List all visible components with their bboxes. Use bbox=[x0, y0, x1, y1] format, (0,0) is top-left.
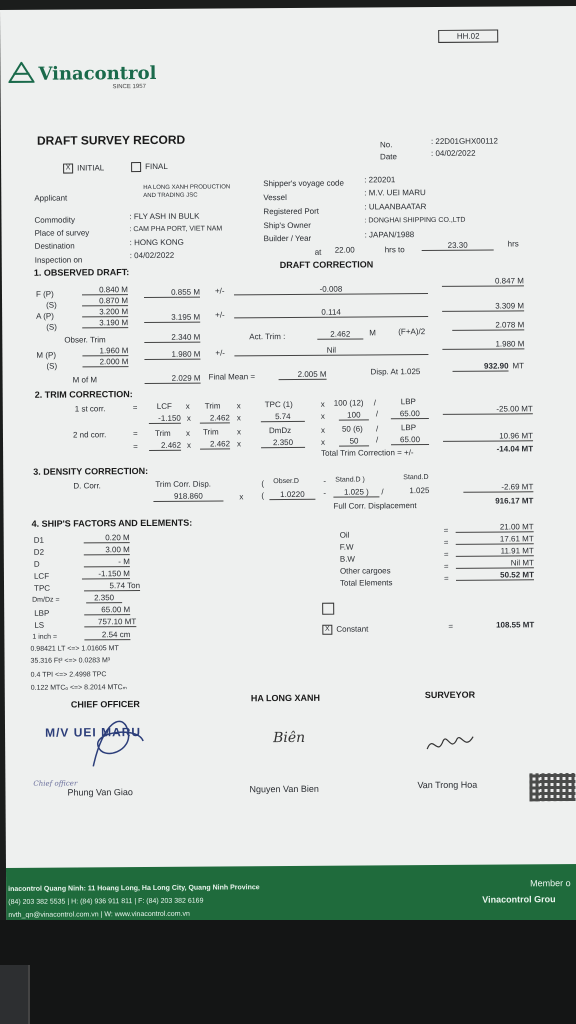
factor-lbp-value: 65.00 M bbox=[84, 605, 130, 615]
first-corr-result: -25.00 MT bbox=[443, 404, 533, 415]
draft-correction-title: DRAFT CORRECTION bbox=[279, 259, 374, 271]
aft-mean: 3.195 M bbox=[144, 313, 200, 323]
disp-label: Disp. At 1.025 bbox=[370, 367, 421, 377]
date-label: Date bbox=[380, 152, 397, 162]
draft-as-label: (S) bbox=[46, 322, 57, 332]
factor-inch-label: 1 inch = bbox=[32, 633, 58, 641]
conversion-line: 0.4 TPI <=> 2.4998 TPC bbox=[30, 671, 107, 679]
footer-email: nvth_qn@vinacontrol.com.vn | W: www.vinacontrol.com.vn bbox=[8, 910, 190, 919]
h2-trim2: Trim bbox=[202, 427, 219, 437]
v-lcf: -1.150 bbox=[149, 414, 181, 424]
footer-phone: (84) 203 382 5535 | H: (84) 936 911 811 | F: (84) 203 382 6169 bbox=[8, 897, 204, 906]
h2-lbp: LBP bbox=[400, 423, 417, 433]
final-mean-label: Final Mean = bbox=[208, 372, 256, 382]
h2-trim1: Trim bbox=[154, 428, 171, 438]
stand-d-value: 1.025 ) bbox=[333, 487, 379, 497]
brand-logo bbox=[8, 62, 34, 89]
constant-option bbox=[322, 624, 368, 634]
blank-checkbox bbox=[322, 603, 334, 615]
mid-mean: 1.980 M bbox=[144, 350, 200, 360]
at-value: 22.00 bbox=[334, 245, 355, 255]
constant-label: Constant bbox=[336, 624, 369, 634]
trim-section-title: 2. TRIM CORRECTION: bbox=[34, 389, 133, 400]
element-total-value: 50.52 MT bbox=[456, 570, 534, 581]
v-tpc: 5.74 bbox=[261, 412, 305, 422]
surveyor-signature-scribble bbox=[425, 729, 475, 759]
voyage-label: Shipper's voyage code bbox=[263, 178, 344, 189]
factor-d2-value: 3.00 M bbox=[84, 545, 130, 555]
port-label: Registered Port bbox=[263, 206, 320, 217]
survey-document: HH.02 Vinacontrol SINCE 1957 DRAFT SURVEY RECORD No. : 22D01GHX00112 Date : 04/02/2022 X INITIAL FINAL Applicant HA LONG XANH PRODUCTION AND TRADING JSC Commodity : FLY ASH IN BULK Place of survey : CAM PHA PORT, VIET NAM Destination : HONG KONG Inspection on : 04/02/2022 Shipper's voyage code : 220201 Vessel : M.V. UEI MARU Registered Port : ULAANBAATAR Ship's Owner : DONGHAI SHIPPING CO.,LTD Builder / Year : JAPAN/1988 at 22.00 hrs to 23.30 hrs 1. OBSERVED DRAFT: DRAFT CORRECTION F (P) 0.840 M (S) 0.870 M A (P) 3.200 M (S) 3.190 M 0.855 M +/- -0.008 0.847 M 3.195 M +/- 0.114 3.309 M Obser. Trim 2.340 M Act. Trim : 2.462 M (F+A)/2 2.078 M M (P) 1.960 M (S) 2.000 M 1.980 M +/- Nil 1.980 M M of M 2.029 M Final Mean = 2.005 M Disp. At 1.025 932.90 MT 2. TRIM CORRECTION: 1 st corr. = LCF x Trim x TPC (1) x 100 (12) / LBP -1.150 x 2.462 x 5.74 x 100 / 65.00 -25.00 MT 2 nd corr. = Trim x Trim x DmDz x 50 (6) / LBP = 2.462 x 2.462 x 2.350 x 50 / 65.00 10.96 MT Total Trim Correction = +/- -14.04 MT 3. DENSITY CORRECTION: D. Corr. Trim Corr. Disp. 918.860 x ( ( Obser.D 1.0220 - - Stand.D ) 1.025 ) / Stand.D 1.025 -2.69 MT Full Corr. Displacement 916.17 MT 4. SHIP'S FACTORS AND ELEMENTS: D1 0.20 M D2 3.00 M D - M LCF -1.150 M TPC 5.74 Ton Dm/Dz = 2.350 LBP 65.00 M LS 757.10 MT 1 inch = 2.54 cm 0.98421 LT <=> 1.01605 MT 35.316 Ft³ <=> 0.0283 M³ 0.4 TPI <=> 2.4998 TPC 0.122 MTCₒ <=> 8.2014 MTCₘ Oil = 21.00 MT F.W = 17.61 MT B.W = 11.91 MT Other cargoes = Nil MT Total Elements = 50.52 MT X Constant = 108.55 MT CHIEF OFFICER HA LONG XANH SURVEYOR M/V UEI MARU Chief officer Phung Van Giao Biên Nguyen Van Bien Van Trong Hoa inacontrol Quang Ninh: 11 Hoang Long, Ha Long City, Quang Ninh Province (84) 203 382 5535 | H: (84) 936 911 811 | F: (84) 203 382 6169 nvth_qn@vinacontrol.com.vn | W: www.vinacontrol.com.vn Member o Vinacontrol Grou bbox=[0, 6, 576, 970]
conversion-line: 0.98421 LT <=> 1.01605 MT bbox=[30, 645, 119, 653]
forward-correction: -0.008 bbox=[234, 284, 428, 295]
vessel-label: Vessel bbox=[263, 193, 287, 203]
draft-ap-label: A (P) bbox=[36, 311, 54, 321]
vessel-value: : M.V. UEI MARU bbox=[364, 188, 426, 198]
chief-signature-scribble bbox=[83, 711, 153, 771]
qr-code bbox=[529, 773, 575, 801]
element-other-label: Other cargoes bbox=[339, 566, 391, 576]
mofm-value: 2.029 M bbox=[145, 374, 201, 384]
density-result: -2.69 MT bbox=[463, 482, 533, 492]
stand-d-label: Stand.D ) bbox=[335, 476, 365, 484]
place-value: : CAM PHA PORT, VIET NAM bbox=[129, 225, 223, 234]
element-fw-value: 17.61 MT bbox=[456, 534, 534, 545]
final-mean-value: 2.005 M bbox=[279, 370, 327, 380]
final-label: FINAL bbox=[145, 161, 168, 172]
port-value: : ULAANBAATAR bbox=[364, 202, 427, 212]
ha-long-name: Nguyen Van Bien bbox=[249, 783, 319, 795]
initial-label: INITIAL bbox=[77, 163, 105, 173]
hrs-to-label: hrs to bbox=[384, 245, 405, 255]
h-100: 100 (12) bbox=[333, 398, 364, 408]
initial-checkbox: X bbox=[63, 163, 73, 173]
h-lbp: LBP bbox=[400, 397, 416, 407]
aft-correction: 0.114 bbox=[234, 307, 428, 318]
mid-result: 1.980 M bbox=[442, 339, 524, 350]
element-fw-label: F.W bbox=[339, 542, 354, 552]
element-total-label: Total Elements bbox=[339, 578, 393, 588]
draft-fp-value: 0.840 M bbox=[82, 285, 128, 295]
final-option bbox=[131, 162, 168, 172]
place-label: Place of survey bbox=[34, 228, 90, 238]
disp-unit: MT bbox=[512, 361, 525, 371]
factors-section-title: 4. SHIP'S FACTORS AND ELEMENTS: bbox=[31, 517, 193, 529]
trim-corr-disp-label: Trim Corr. Disp. bbox=[155, 479, 212, 489]
h-tpc: TPC (1) bbox=[264, 399, 293, 410]
voyage-value: : 220201 bbox=[364, 175, 396, 185]
ha-long-label: HA LONG XANH bbox=[250, 692, 321, 704]
factor-lbp-label: LBP bbox=[34, 608, 50, 618]
final-checkbox bbox=[131, 162, 141, 172]
mid-p-label: M (P) bbox=[36, 350, 57, 360]
factor-dmdz-label: Dm/Dz = bbox=[32, 596, 60, 604]
forward-pm: +/- bbox=[214, 286, 225, 296]
wristwatch bbox=[0, 965, 30, 1024]
element-oil-value: 21.00 MT bbox=[456, 522, 534, 533]
factor-inch-value: 2.54 cm bbox=[84, 630, 130, 640]
brand-since: SINCE 1957 bbox=[112, 83, 146, 91]
footer-address: inacontrol Quang Ninh: 11 Hoang Long, Ha Long City, Quang Ninh Province bbox=[8, 884, 260, 893]
h-trim: Trim bbox=[204, 401, 221, 411]
surveyor-name: Van Trong Hoa bbox=[417, 779, 478, 791]
v-100: 100 bbox=[339, 410, 369, 420]
v2-lbp: 65.00 bbox=[391, 435, 429, 445]
commodity-value: : FLY ASH IN BULK bbox=[129, 211, 200, 222]
second-corr-result: 10.96 MT bbox=[443, 431, 533, 442]
conversion-line: 35.316 Ft³ <=> 0.0283 M³ bbox=[30, 657, 111, 665]
total-trim-value: -14.04 MT bbox=[496, 444, 534, 454]
factor-d1-label: D1 bbox=[33, 535, 44, 545]
factor-lcf-label: LCF bbox=[33, 571, 50, 581]
footer-member: Member o bbox=[530, 878, 571, 889]
ha-long-signature: Biên bbox=[273, 729, 306, 747]
draft-fs-value: 0.870 M bbox=[82, 296, 128, 306]
destination-label: Destination bbox=[34, 241, 75, 251]
factor-d2-label: D2 bbox=[33, 547, 45, 557]
stand2-label: Stand.D bbox=[403, 474, 429, 482]
h-lcf: LCF bbox=[156, 401, 172, 411]
density-section-title: 3. DENSITY CORRECTION: bbox=[33, 465, 149, 477]
footer-group: Vinacontrol Grou bbox=[482, 894, 556, 905]
conversion-line: 0.122 MTCₒ <=> 8.2014 MTCₘ bbox=[30, 684, 128, 692]
applicant-label: Applicant bbox=[34, 193, 68, 203]
mid-p-value: 1.960 M bbox=[82, 346, 128, 356]
draft-fs-label: (S) bbox=[46, 300, 57, 310]
forward-result: 0.847 M bbox=[442, 276, 524, 287]
element-bw-value: 11.91 MT bbox=[456, 546, 534, 557]
constant-value: 108.55 MT bbox=[496, 620, 535, 630]
stand2-value: 1.025 bbox=[409, 486, 430, 496]
h2-dmdz: DmDz bbox=[268, 425, 292, 436]
v-trim: 2.462 bbox=[200, 413, 230, 423]
h2-50: 50 (6) bbox=[341, 424, 363, 434]
commodity-label: Commodity bbox=[34, 215, 75, 225]
first-corr-label: 1 st corr. bbox=[74, 404, 106, 414]
act-trim-value: 2.462 bbox=[317, 329, 363, 339]
draft-ap-value: 3.200 M bbox=[82, 307, 128, 317]
chief-name: Phung Van Giao bbox=[67, 787, 133, 798]
full-corr-value: 916.17 MT bbox=[495, 496, 534, 506]
at-label: at bbox=[314, 247, 322, 257]
draft-fp-label: F (P) bbox=[35, 289, 54, 299]
element-oil-label: Oil bbox=[339, 530, 350, 540]
v2-50: 50 bbox=[339, 436, 369, 446]
surveyor-label: SURVEYOR bbox=[424, 689, 476, 701]
owner-value: : DONGHAI SHIPPING CO.,LTD bbox=[364, 216, 466, 225]
constant-checkbox: X bbox=[322, 625, 332, 635]
date-value: : 04/02/2022 bbox=[430, 148, 476, 158]
factor-dmdz-value: 2.350 bbox=[86, 593, 122, 603]
mid-correction: Nil bbox=[234, 345, 428, 356]
fa2-label: (F+A)/2 bbox=[398, 327, 426, 337]
trim-corr-disp-value: 918.860 bbox=[153, 491, 223, 501]
chief-handwritten-title: Chief officer bbox=[33, 779, 78, 788]
owner-label: Ship's Owner bbox=[263, 220, 311, 231]
chief-officer-label: CHIEF OFFICER bbox=[70, 699, 140, 710]
factor-tpc-value: 5.74 Ton bbox=[84, 581, 140, 591]
aft-result: 3.309 M bbox=[442, 301, 524, 312]
obser-d-value: 1.0220 bbox=[269, 490, 315, 500]
hrs-label: hrs bbox=[507, 239, 519, 249]
form-code: HH.02 bbox=[438, 30, 498, 43]
disp-value: 932.90 bbox=[452, 361, 508, 371]
inspection-value: : 04/02/2022 bbox=[129, 250, 175, 261]
element-other-value: Nil MT bbox=[456, 558, 534, 569]
table-surface bbox=[0, 920, 576, 1024]
dcorr-label: D. Corr. bbox=[73, 481, 101, 491]
mofm-label: M of M bbox=[72, 375, 98, 385]
vessel-stamp: M/V UEI MARU bbox=[44, 725, 142, 740]
v2-trim2: 2.462 bbox=[200, 439, 230, 449]
page-title: DRAFT SURVEY RECORD bbox=[36, 132, 186, 148]
applicant-value-1: HA LONG XANH PRODUCTION bbox=[143, 184, 231, 192]
act-trim-unit: M bbox=[369, 328, 376, 338]
destination-value: : HONG KONG bbox=[129, 237, 184, 248]
inspection-label: Inspection on bbox=[34, 255, 83, 265]
draft-as-value: 3.190 M bbox=[82, 318, 128, 328]
forward-mean: 0.855 M bbox=[144, 288, 200, 298]
element-bw-label: B.W bbox=[339, 554, 355, 564]
obs-trim-value: 2.340 M bbox=[144, 333, 200, 343]
aft-pm: +/- bbox=[215, 310, 225, 320]
mid-pm: +/- bbox=[215, 348, 225, 358]
observed-section-title: 1. OBSERVED DRAFT: bbox=[33, 267, 130, 278]
factor-ls-label: LS bbox=[34, 620, 45, 630]
act-trim-label: Act. Trim : bbox=[249, 332, 286, 342]
fa2-value: 2.078 M bbox=[452, 320, 524, 331]
full-corr-label: Full Corr. Displacement bbox=[333, 501, 417, 511]
builder-value: : JAPAN/1988 bbox=[364, 230, 415, 240]
initial-option bbox=[63, 163, 104, 173]
v-lbp: 65.00 bbox=[391, 409, 429, 419]
obs-trim-label: Obser. Trim bbox=[64, 335, 106, 345]
builder-label: Builder / Year bbox=[263, 233, 312, 244]
second-corr-label: 2 nd corr. bbox=[72, 430, 107, 440]
v2-trim1: 2.462 bbox=[149, 441, 181, 451]
factor-d-label: D bbox=[33, 559, 40, 569]
factor-ls-value: 757.10 MT bbox=[84, 617, 136, 627]
no-value: : 22D01GHX00112 bbox=[430, 136, 498, 146]
factor-lcf-value: -1.150 M bbox=[82, 569, 130, 579]
mid-s-value: 2.000 M bbox=[82, 357, 128, 367]
applicant-value-2: AND TRADING JSC bbox=[143, 192, 198, 200]
no-label: No. bbox=[379, 140, 393, 150]
vinacontrol-emblem-icon bbox=[8, 62, 34, 84]
factor-d1-value: 0.20 M bbox=[84, 533, 130, 543]
mid-s-label: (S) bbox=[46, 361, 58, 371]
brand-name: Vinacontrol bbox=[38, 62, 157, 85]
obser-d-label: Obser.D bbox=[273, 477, 300, 486]
factor-d-value: - M bbox=[84, 557, 130, 567]
to-value: 23.30 bbox=[422, 241, 494, 252]
v2-dmdz: 2.350 bbox=[261, 438, 305, 448]
factor-tpc-label: TPC bbox=[34, 583, 51, 593]
total-trim-label: Total Trim Correction = +/- bbox=[321, 448, 414, 458]
